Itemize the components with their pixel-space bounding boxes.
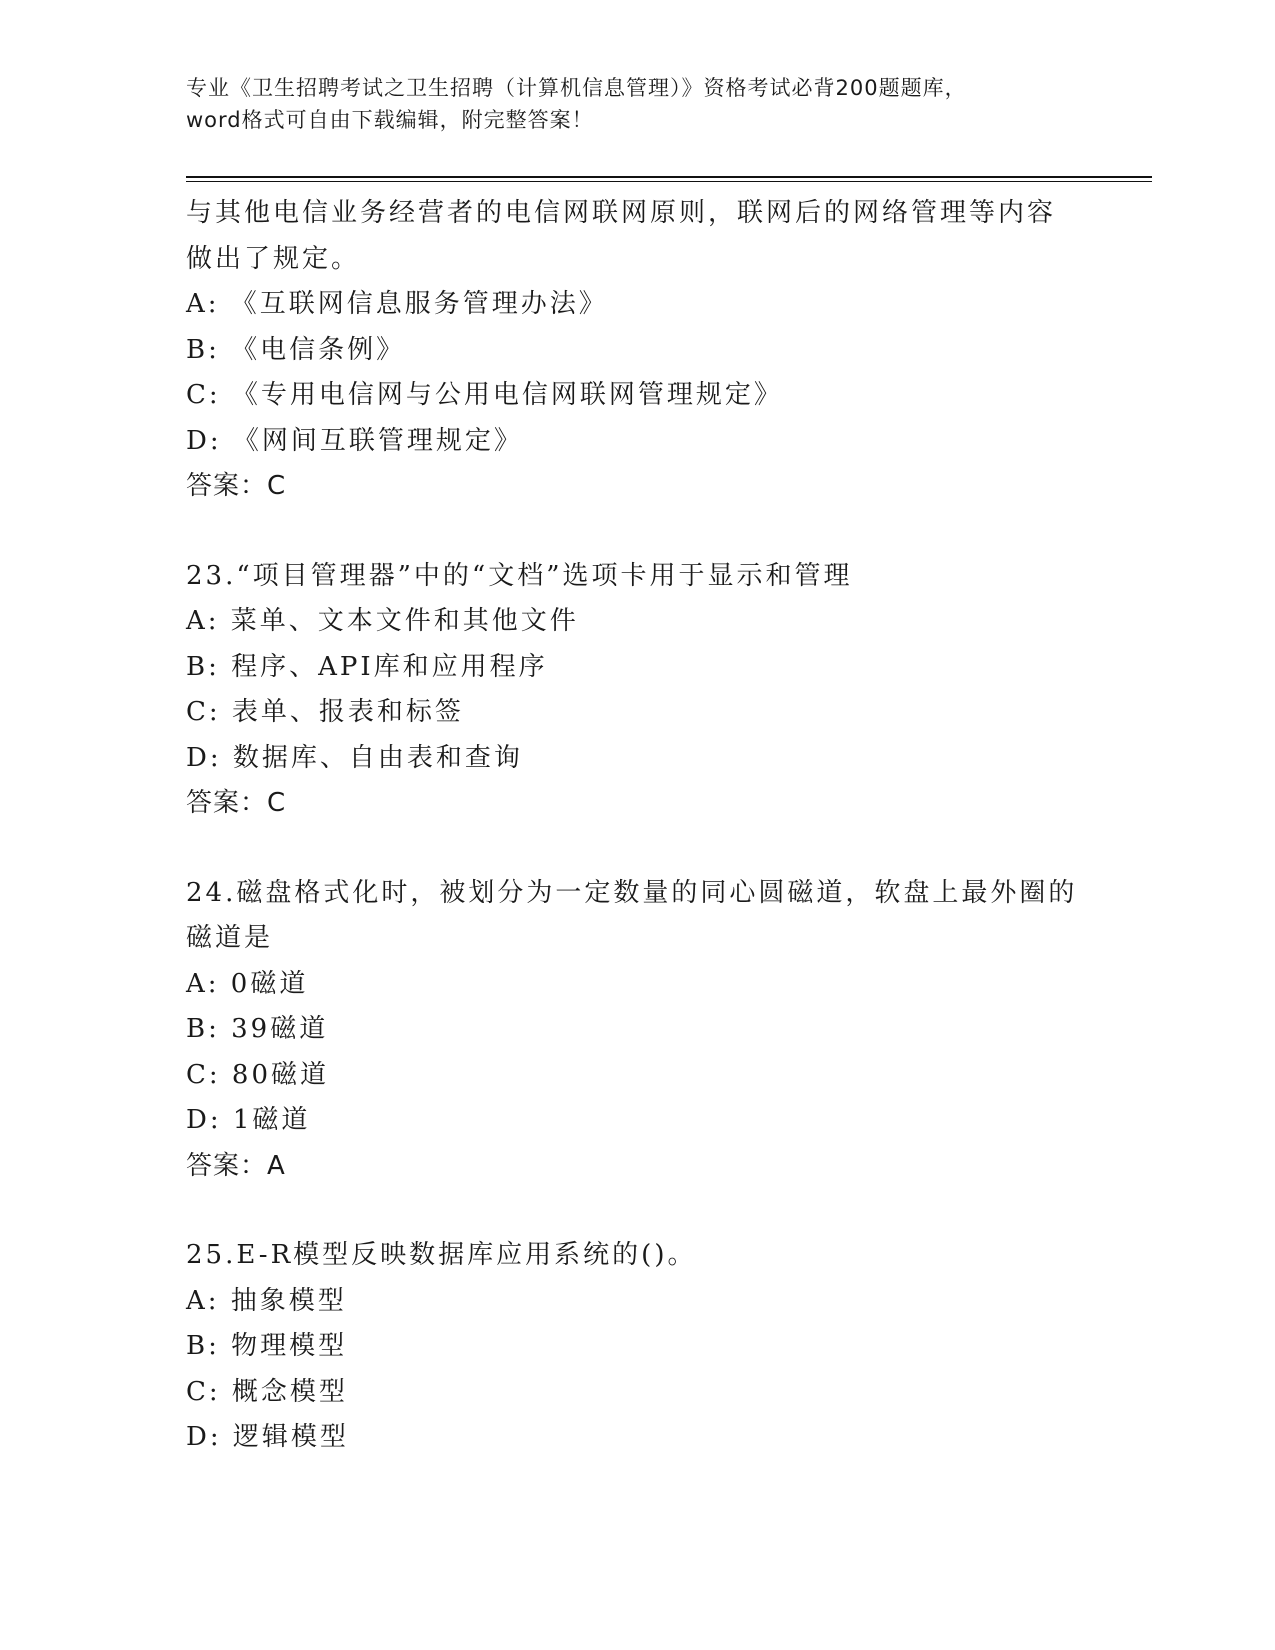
option-a: A: 0磁道 [186,968,309,999]
question-text-line: 23.“项目管理器”中的“文档”选项卡用于显示和管理 [186,560,853,591]
question-25 [186,1233,1086,1461]
question-spacer [186,510,1086,554]
option-d: D: 逻辑模型 [186,1422,349,1452]
question-text-line: 磁道是 [186,923,274,953]
question-22-continued [186,191,1086,510]
option-c: C: 概念模型 [186,1376,348,1407]
option-c: C: 《专用电信网与公用电信网联网管理规定》 [186,380,783,410]
question-23 [186,554,1086,827]
option-d: D: 《网间互联管理规定》 [186,425,523,456]
option-a: A: 《互联网信息服务管理办法》 [186,289,608,319]
option-b: B: 《电信条例》 [186,334,406,365]
header-divider-thick [186,176,1152,178]
header-divider-thin [186,181,1152,182]
option-d: D: 数据库、自由表和查询 [186,742,523,773]
header-title-line-2: word格式可自由下载编辑，附完整答案！ [186,108,594,132]
option-a: A: 菜单、文本文件和其他文件 [186,606,579,636]
option-c: C: 表单、报表和标签 [186,697,464,727]
question-text-line: 与其他电信业务经营者的电信网联网原则，联网后的网络管理等内容 [186,198,1057,228]
option-b: B: 程序、API库和应用程序 [186,651,548,682]
question-text-line: 24.磁盘格式化时，被划分为一定数量的同心圆磁道，软盘上最外圈的 [186,877,1078,908]
option-c: C: 80磁道 [186,1059,330,1090]
question-text-line: 25.E-R模型反映数据库应用系统的()。 [186,1240,697,1270]
question-text-line: 做出了规定。 [186,243,361,274]
answer-line: 答案：C [186,471,287,501]
question-24 [186,871,1086,1190]
question-spacer [186,827,1086,871]
header-title-line-1: 专业《卫生招聘考试之卫生招聘（计算机信息管理）》资格考试必背200题题库， [186,76,967,100]
question-list [186,191,1086,1461]
option-d: D: 1磁道 [186,1105,311,1135]
document-header [186,72,1086,136]
answer-line: 答案：A [186,1150,286,1181]
option-a: A: 抽象模型 [186,1285,347,1316]
option-b: B: 39磁道 [186,1014,329,1044]
question-spacer [186,1189,1086,1233]
answer-line: 答案：C [186,788,287,818]
option-b: B: 物理模型 [186,1331,348,1361]
